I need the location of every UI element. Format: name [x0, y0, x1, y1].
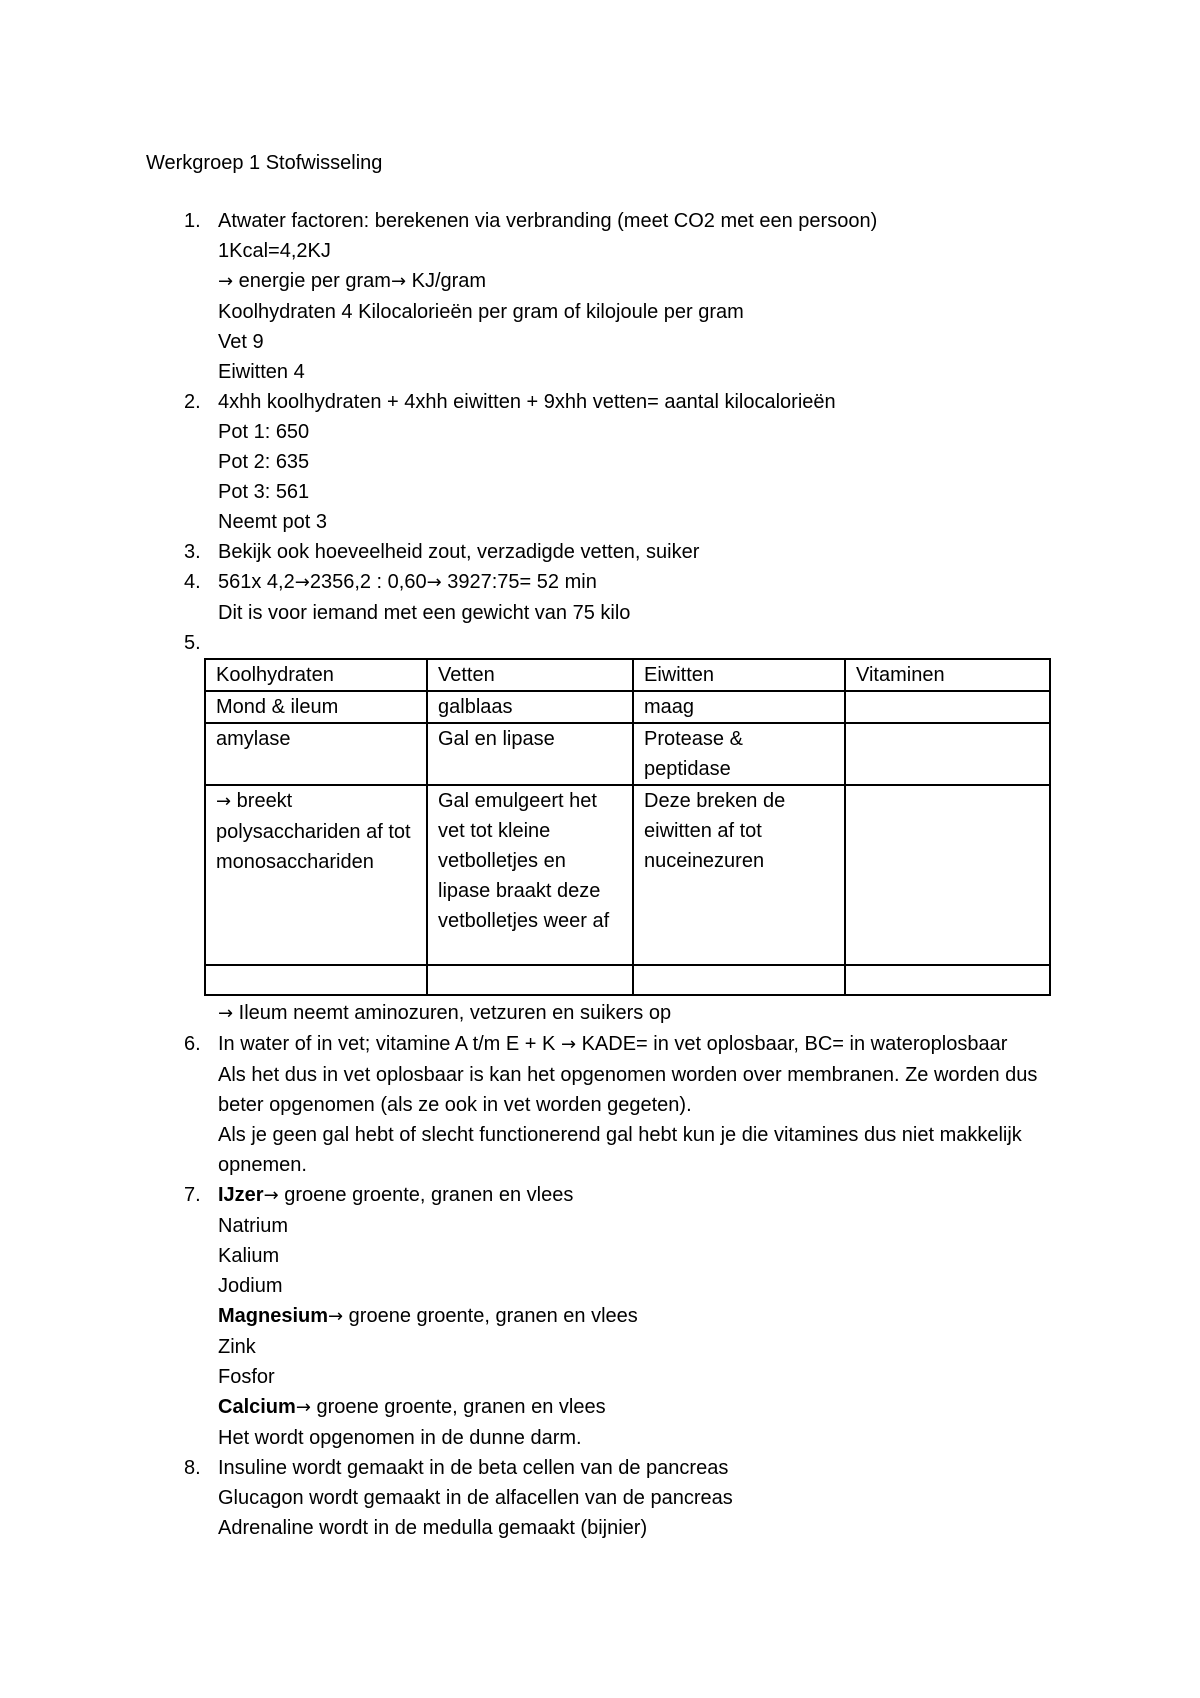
text-line: 1Kcal=4,2KJ	[218, 240, 331, 262]
mineral-line: Jodium	[218, 1275, 283, 1297]
table-cell	[427, 965, 633, 995]
item-number: 7.	[184, 1184, 201, 1206]
arrow-icon: →	[294, 572, 310, 593]
table-header-row	[205, 659, 1050, 691]
table-cell	[845, 691, 1050, 723]
arrow-icon: →	[216, 791, 232, 812]
table-header: Vetten	[427, 659, 633, 691]
numbered-list	[146, 206, 1066, 1543]
text-line	[218, 567, 1066, 598]
text-span: 3927:75= 52 min	[441, 571, 597, 593]
text-span: Ileum neemt aminozuren, vetzuren en suikers op	[238, 1002, 672, 1024]
item-number: 8.	[184, 1457, 201, 1479]
table-header: Vitaminen	[845, 659, 1050, 691]
text-span: energie per gram	[233, 270, 391, 292]
mineral-line	[218, 1180, 1066, 1211]
table-cell: Mond & ileum	[205, 691, 427, 723]
mineral-name: Calcium	[218, 1396, 296, 1418]
text-line: Koolhydraten 4 Kilocalorieën per gram of kilojoule per gram	[218, 301, 744, 323]
arrow-icon: →	[263, 1185, 279, 1206]
mineral-line: Zink	[218, 1336, 256, 1358]
table-cell	[845, 785, 1050, 965]
mineral-name: Magnesium	[218, 1305, 329, 1327]
item-number: 1.	[184, 210, 201, 232]
arrow-icon: →	[390, 271, 407, 292]
list-item-3	[146, 537, 1066, 567]
text-line: Eiwitten 4	[218, 361, 305, 383]
arrow-icon: →	[218, 271, 234, 292]
arrow-icon: →	[328, 1306, 344, 1327]
item-number: 5.	[184, 632, 201, 654]
item-number: 6.	[184, 1033, 201, 1055]
table-cell: maag	[633, 691, 845, 723]
text-span: 2356,2 : 0,60	[309, 571, 427, 593]
mineral-name: IJzer	[218, 1184, 264, 1206]
table-row	[205, 723, 1050, 785]
table-header: Koolhydraten	[205, 659, 427, 691]
mineral-line	[218, 1392, 1066, 1423]
list-item-6	[146, 1029, 1066, 1180]
text-paragraph: Als het dus in vet oplosbaar is kan het opgenomen worden over membranen. Ze worden dus beter opgenomen (als ze ook in vet worden gegeten).	[218, 1064, 1038, 1116]
table-row	[205, 785, 1050, 965]
table-cell: Gal en lipase	[427, 723, 633, 785]
mineral-line	[218, 1301, 1066, 1332]
list-item-5	[146, 628, 1066, 1029]
text-span: In water of in vet; vitamine A t/m E + K	[218, 1033, 561, 1055]
table-cell	[845, 965, 1050, 995]
text-line: Vet 9	[218, 331, 264, 353]
arrow-icon: →	[218, 1003, 234, 1024]
text-line: Bekijk ook hoeveelheid zout, verzadigde vetten, suiker	[218, 541, 700, 563]
text-span: KJ/gram	[406, 270, 487, 292]
text-paragraph	[218, 1029, 1066, 1060]
table-header: Eiwitten	[633, 659, 845, 691]
item-number: 2.	[184, 391, 201, 413]
page-title: Werkgroep 1 Stofwisseling	[146, 152, 383, 174]
table-cell	[633, 965, 845, 995]
mineral-line: Kalium	[218, 1245, 280, 1267]
item-number: 3.	[184, 541, 201, 563]
text-line: Pot 1: 650	[218, 421, 310, 443]
text-line	[218, 266, 1066, 297]
text-line: Atwater factoren: berekenen via verbranding (meet CO2 met een persoon)	[218, 210, 878, 232]
table-cell: Deze breken de eiwitten af tot nuceinezuren	[633, 785, 845, 965]
arrow-icon: →	[560, 1034, 577, 1055]
table-row	[205, 691, 1050, 723]
list-item-1	[146, 206, 1066, 387]
text-line: 4xhh koolhydraten + 4xhh eiwitten + 9xhh vetten= aantal kilocalorieën	[218, 391, 836, 413]
text-line: Het wordt opgenomen in de dunne darm.	[218, 1427, 582, 1449]
list-item-2	[146, 387, 1066, 537]
text-line: Dit is voor iemand met een gewicht van 75 kilo	[218, 602, 631, 624]
table-row	[205, 965, 1050, 995]
table-cell	[205, 785, 427, 965]
list-item-4	[146, 567, 1066, 628]
text-line: Pot 3: 561	[218, 481, 310, 503]
cell-text: breekt polysacchariden af tot monosacchariden	[216, 790, 411, 873]
mineral-line: Natrium	[218, 1215, 289, 1237]
table-cell	[205, 965, 427, 995]
mineral-note: groene groente, granen en vlees	[343, 1305, 638, 1327]
digestion-table	[204, 658, 1051, 996]
table-cell: Gal emulgeert het vet tot kleine vetbolletjes en lipase braakt deze vetbolletjes weer af	[427, 785, 633, 965]
text-span: 561x 4,2	[218, 571, 295, 593]
item-number: 4.	[184, 571, 201, 593]
text-line: Glucagon wordt gemaakt in de alfacellen van de pancreas	[218, 1487, 733, 1509]
text-line: Pot 2: 635	[218, 451, 310, 473]
table-cell: amylase	[205, 723, 427, 785]
text-line	[218, 998, 1066, 1029]
text-line: Neemt pot 3	[218, 511, 327, 533]
list-item-7	[146, 1180, 1066, 1453]
arrow-icon: →	[295, 1397, 311, 1418]
text-line: Adrenaline wordt in de medulla gemaakt (bijnier)	[218, 1517, 648, 1539]
mineral-line: Fosfor	[218, 1366, 275, 1388]
text-line: Insuline wordt gemaakt in de beta cellen van de pancreas	[218, 1457, 729, 1479]
text-span: KADE= in vet oplosbaar, BC= in wateroplosbaar	[576, 1033, 1008, 1055]
spacer-line	[218, 628, 1066, 658]
list-item-8	[146, 1453, 1066, 1543]
text-paragraph: Als je geen gal hebt of slecht functionerend gal hebt kun je die vitamines dus niet makkelijk opnemen.	[218, 1124, 1022, 1176]
table-cell: Protease & peptidase	[633, 723, 845, 785]
mineral-note: groene groente, granen en vlees	[278, 1184, 574, 1206]
table-cell	[845, 723, 1050, 785]
table-cell: galblaas	[427, 691, 633, 723]
mineral-note: groene groente, granen en vlees	[310, 1396, 606, 1418]
arrow-icon: →	[426, 572, 442, 593]
